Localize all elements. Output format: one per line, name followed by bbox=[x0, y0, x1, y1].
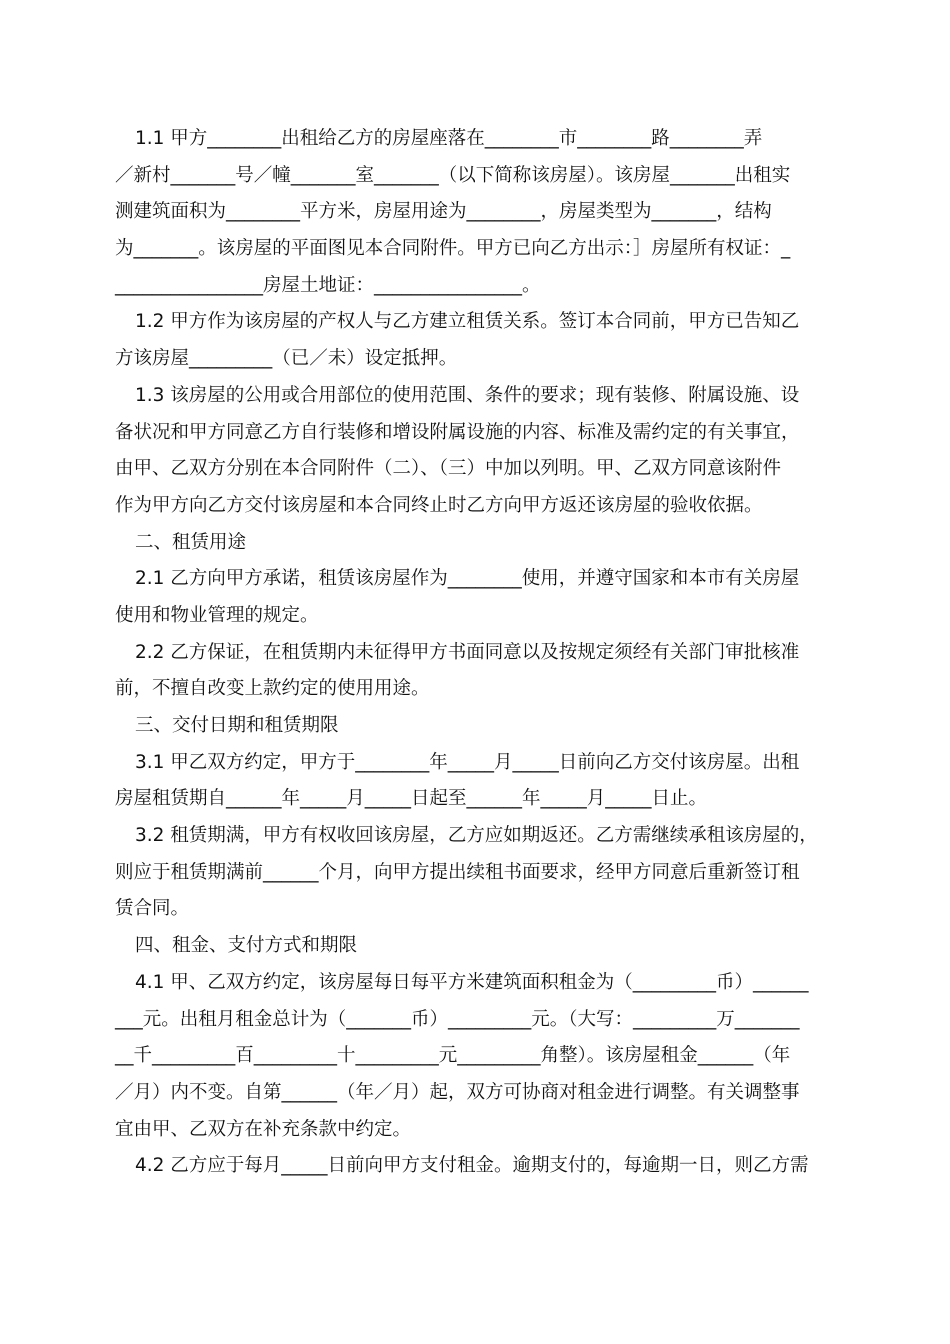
contract-body bbox=[115, 121, 840, 1185]
text-line: 2.2 乙方保证，在租赁期内未征得甲方书面同意以及按规定须经有关部门审批核准 bbox=[135, 641, 800, 663]
text-line: 2.1 乙方向甲方承诺，租赁该房屋作为________使用，并遵守国家和本市有关房屋 bbox=[135, 568, 800, 590]
text-line: 作为甲方向乙方交付该房屋和本合同终止时乙方向甲方返还该房屋的验收依据。 bbox=[115, 494, 763, 516]
text-line: 1.2 甲方作为该房屋的产权人与乙方建立租赁关系。签订本合同前，甲方已告知乙 bbox=[135, 311, 800, 333]
text-line: ／新村_______号／幢_______室_______（以下简称该房屋）。该房屋_______出租实 bbox=[115, 164, 791, 186]
text-line: 为_______。该房屋的平面图见本合同附件。甲方已向乙方出示：］房屋所有权证：_ bbox=[115, 238, 791, 260]
text-line: 宜由甲、乙双方在补充条款中约定。 bbox=[115, 1118, 412, 1140]
text-line: 1.3 该房屋的公用或合用部位的使用范围、条件的要求；现有装修、附属设施、设 bbox=[135, 384, 800, 406]
text-line: ___元。出租月租金总计为（_______币）_________元。（大写：_________万_______ bbox=[115, 1008, 800, 1030]
text-line: 则应于租赁期满前______个月，向甲方提出续租书面要求，经甲方同意后重新签订租 bbox=[115, 861, 800, 883]
text-line: 由甲、乙双方分别在本合同附件（二）、（三）中加以列明。甲、乙双方同意该附件 bbox=[115, 458, 782, 480]
text-line: __千_________百_________十_________元_________角整）。该房屋租金______（年 bbox=[115, 1045, 791, 1067]
text-line: ／月）内不变。自第______（年／月）起，双方可协商对租金进行调整。有关调整事 bbox=[115, 1081, 800, 1103]
text-line: ________________房屋土地证：________________。 bbox=[115, 274, 541, 296]
text-line: 1.1 甲方________出租给乙方的房屋座落在________市________路________弄 bbox=[135, 128, 763, 149]
text-line: 四、租金、支付方式和期限 bbox=[135, 935, 358, 957]
text-line: 3.2 租赁期满，甲方有权收回该房屋，乙方应如期返还。乙方需继续承租该房屋的， bbox=[135, 825, 818, 847]
text-line: 前，不擅自改变上款约定的使用用途。 bbox=[115, 678, 430, 700]
text-line: 三、交付日期和租赁期限 bbox=[135, 715, 339, 736]
text-line: 方该房屋_________（已／未）设定抵押。 bbox=[115, 348, 458, 370]
text-line: 4.2 乙方应于每月_____日前向甲方支付租金。逾期支付的，每逾期一日，则乙方需 bbox=[135, 1155, 809, 1177]
text-line: 3.1 甲乙双方约定，甲方于________年_____月_____日前向乙方交付该房屋。出租 bbox=[135, 751, 800, 773]
text-line: 4.1 甲、乙双方约定，该房屋每日每平方米建筑面积租金为（_________币）______ bbox=[135, 971, 809, 993]
text-line: 备状况和甲方同意乙方自行装修和增设附属设施的内容、标准及需约定的有关事宜， bbox=[115, 421, 800, 443]
text-line: 房屋租赁期自______年_____月_____日起至______年_____月_____日止。 bbox=[115, 788, 708, 810]
text-line: 使用和物业管理的规定。 bbox=[115, 604, 319, 626]
text-line: 二、租赁用途 bbox=[135, 531, 247, 553]
text-line: 测建筑面积为________平方米，房屋用途为________，房屋类型为_______，结构 bbox=[115, 201, 772, 223]
text-line: 赁合同。 bbox=[115, 898, 190, 920]
